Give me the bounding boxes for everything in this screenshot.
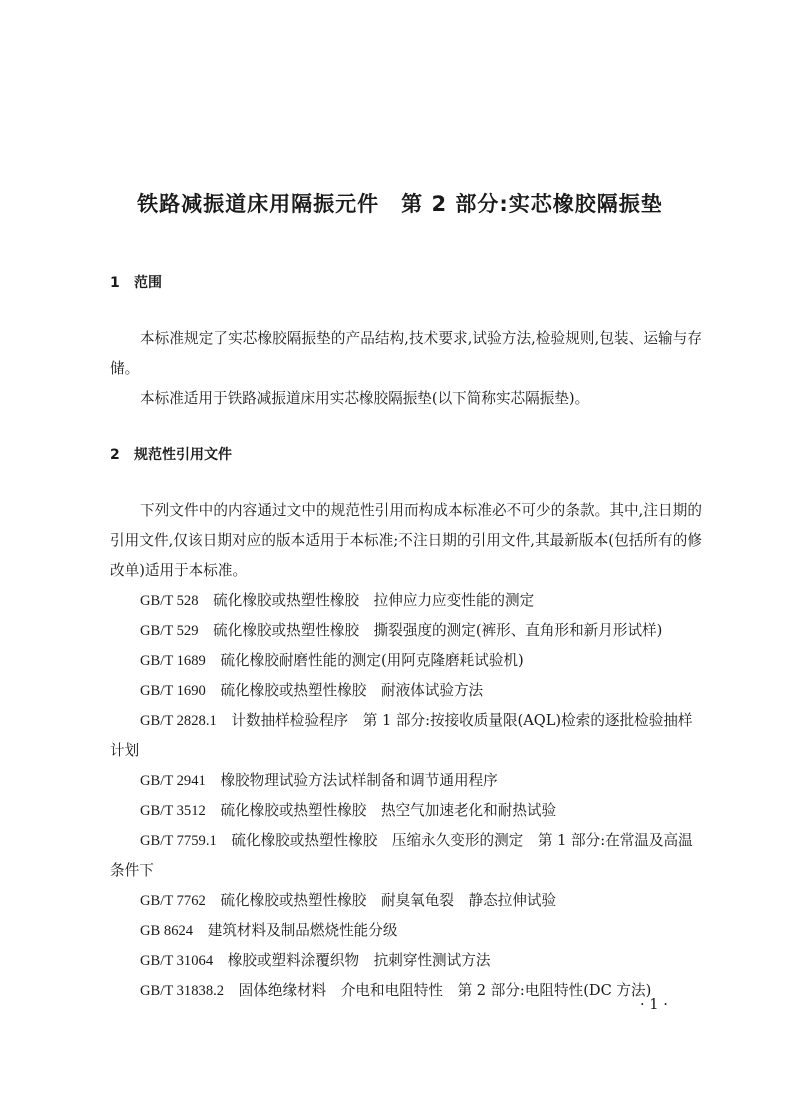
reference-item bbox=[110, 706, 702, 766]
reference-code: GB/T 1690 bbox=[140, 683, 206, 699]
reference-title: 建筑材料及制品燃烧性能分级 bbox=[207, 922, 398, 939]
reference-code: GB 8624 bbox=[140, 923, 194, 939]
reference-title: 硫化橡胶或热塑性橡胶 热空气加速老化和耐热试验 bbox=[220, 802, 557, 819]
reference-code: GB/T 31838.2 bbox=[140, 983, 225, 999]
reference-title: 硫化橡胶或热塑性橡胶 耐液体试验方法 bbox=[220, 682, 484, 699]
reference-item bbox=[110, 796, 702, 826]
section-1-heading bbox=[110, 272, 162, 292]
reference-title: 硫化橡胶或热塑性橡胶 撕裂强度的测定(裤形、直角形和新月形试样) bbox=[213, 622, 663, 639]
paragraph: 下列文件中的内容通过文中的规范性引用而构成本标准必不可少的条款。其中,注日期的引用文件,仅该日期对应的版本适用于本标准;不注日期的引用文件,其最新版本(包括所有的修改单)适用于本标准。 bbox=[110, 502, 702, 579]
reference-item bbox=[110, 766, 702, 796]
reference-title: 硫化橡胶或热塑性橡胶 压缩永久变形的测定 第 1 部分:在常温及高温条件下 bbox=[110, 832, 693, 879]
reference-code: GB/T 31064 bbox=[140, 953, 214, 969]
reference-code: GB/T 2941 bbox=[140, 773, 206, 789]
reference-code: GB/T 528 bbox=[140, 593, 199, 609]
section-title: 规范性引用文件 bbox=[134, 447, 232, 463]
normative-reference-list bbox=[110, 586, 702, 1006]
paragraph: 本标准适用于铁路减振道床用实芯橡胶隔振垫(以下简称实芯隔振垫)。 bbox=[140, 390, 590, 407]
reference-title: 硫化橡胶耐磨性能的测定(用阿克隆磨耗试验机) bbox=[220, 652, 524, 669]
paragraph: 本标准规定了实芯橡胶隔振垫的产品结构,技术要求,试验方法,检验规则,包装、运输与存储。 bbox=[110, 330, 702, 377]
reference-item bbox=[110, 646, 702, 676]
reference-title: 计数抽样检验程序 第 1 部分:按接收质量限(AQL)检索的逐批检验抽样计划 bbox=[110, 712, 693, 759]
reference-item bbox=[110, 916, 702, 946]
reference-item bbox=[110, 826, 702, 886]
section-number: 1 bbox=[110, 275, 120, 291]
reference-item bbox=[110, 946, 702, 976]
reference-code: GB/T 529 bbox=[140, 623, 199, 639]
reference-code: GB/T 2828.1 bbox=[140, 713, 217, 729]
section-number: 2 bbox=[110, 447, 120, 463]
reference-item bbox=[110, 676, 702, 706]
page-number: · 1 · bbox=[640, 996, 668, 1013]
reference-code: GB/T 7759.1 bbox=[140, 833, 217, 849]
reference-item bbox=[110, 616, 702, 646]
reference-title: 硫化橡胶或热塑性橡胶 耐臭氧龟裂 静态拉伸试验 bbox=[220, 892, 557, 909]
reference-code: GB/T 3512 bbox=[140, 803, 206, 819]
reference-item bbox=[110, 886, 702, 916]
section-title: 范围 bbox=[134, 275, 162, 291]
reference-title: 橡胶或塑料涂覆织物 抗刺穿性测试方法 bbox=[227, 952, 491, 969]
reference-title: 硫化橡胶或热塑性橡胶 拉伸应力应变性能的测定 bbox=[213, 592, 535, 609]
reference-title: 橡胶物理试验方法试样制备和调节通用程序 bbox=[220, 772, 498, 789]
reference-code: GB/T 1689 bbox=[140, 653, 206, 669]
reference-item bbox=[110, 586, 702, 616]
section-2-heading bbox=[110, 444, 232, 464]
reference-item bbox=[110, 976, 702, 1006]
reference-code: GB/T 7762 bbox=[140, 893, 206, 909]
document-title: 铁路减振道床用隔振元件 第 2 部分:实芯橡胶隔振垫 bbox=[137, 192, 663, 216]
reference-title: 固体绝缘材料 介电和电阻特性 第 2 部分:电阻特性(DC 方法) bbox=[238, 982, 652, 999]
